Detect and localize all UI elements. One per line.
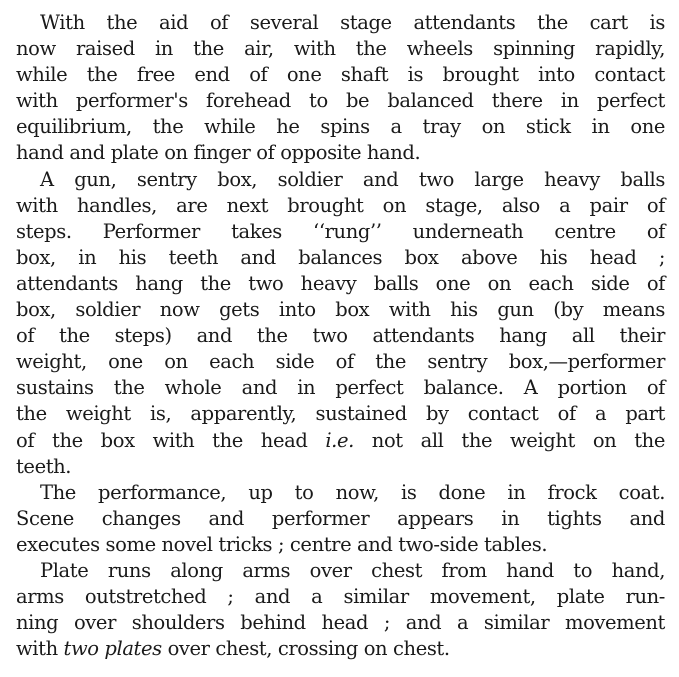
- paragraph-sentry-box: [16, 167, 665, 480]
- text-line: while the free end of one shaft is brought into contact: [16, 63, 665, 87]
- text-line: steps. Performer takes ‘‘rung’’ underneath centre of: [16, 219, 665, 243]
- text-line: teeth.: [16, 454, 72, 478]
- text-segment: with: [16, 637, 58, 661]
- text-line: attendants hang the two heavy balls one on each side of: [16, 271, 665, 295]
- text-line: now raised in the air, with the wheels spinning rapidly,: [16, 37, 665, 61]
- text-segment: not all the weight on the: [371, 428, 665, 452]
- text-line: Scene changes and performer appears in tights and: [16, 506, 665, 530]
- text-line: with performer's forehead to be balanced there in perfect: [16, 89, 665, 113]
- text-line: with handles, are next brought on stage, also a pair of: [16, 193, 665, 217]
- text-line: equilibrium, the while he spins a tray on stick in one: [16, 115, 665, 139]
- text-line: arms outstretched ; and a similar movement, plate run-: [16, 585, 665, 609]
- text-line: A gun, sentry box, soldier and two large heavy balls: [40, 167, 665, 191]
- italic-abbreviation: i.e.: [325, 428, 354, 452]
- text-line: of the steps) and the two attendants hang all their: [16, 324, 665, 348]
- text-line: [16, 428, 665, 454]
- paragraph-plate-runs: [16, 558, 665, 662]
- text-line: hand and plate on finger of opposite hand.: [16, 141, 421, 165]
- text-segment: of the box with the head: [16, 428, 308, 452]
- text-segment: over chest, crossing on chest.: [167, 637, 450, 661]
- text-line: box, in his teeth and balances box above his head ;: [16, 245, 665, 269]
- paragraph-frock-coat: [16, 480, 665, 558]
- paragraph-cart-balance: [16, 10, 665, 167]
- text-line: box, soldier now gets into box with his gun (by means: [16, 298, 665, 322]
- italic-phrase: two plates: [63, 637, 162, 661]
- text-line: Plate runs along arms over chest from hand to hand,: [40, 558, 665, 582]
- text-line: sustains the whole and in perfect balance. A portion of: [16, 376, 665, 400]
- text-line: The performance, up to now, is done in frock coat.: [40, 480, 665, 504]
- text-line: weight, one on each side of the sentry box,—performer: [16, 350, 665, 374]
- document-page: [16, 10, 665, 662]
- text-line: the weight is, apparently, sustained by contact of a part: [16, 402, 665, 426]
- text-line: With the aid of several stage attendants the cart is: [40, 11, 665, 34]
- text-line: [16, 636, 665, 662]
- text-line: executes some novel tricks ; centre and two-side tables.: [16, 532, 548, 556]
- text-line: ning over shoulders behind head ; and a similar movement: [16, 611, 665, 635]
